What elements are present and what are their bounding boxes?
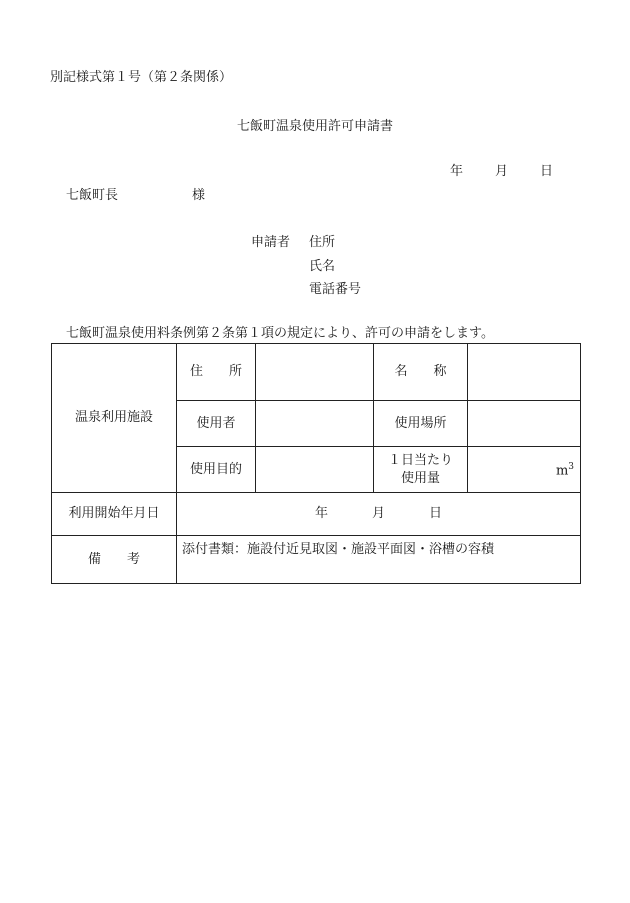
notes-label-text: 備 考 (87, 551, 140, 567)
form-reference: 別記様式第１号（第２条関係） (50, 70, 233, 85)
name-label-text: 名 称 (394, 364, 447, 379)
user-field[interactable] (256, 401, 374, 447)
table-row (52, 493, 581, 536)
notes-label (52, 536, 177, 584)
table-row (52, 344, 581, 401)
addressee (66, 184, 205, 203)
start-date-month: 月 (371, 506, 385, 521)
name-field[interactable] (468, 344, 581, 401)
address-label (177, 344, 256, 401)
address-field[interactable] (256, 344, 374, 401)
start-date-field[interactable] (177, 493, 581, 536)
addressee-name: 七飯町長 (66, 188, 119, 203)
daily-usage-line2: 使用量 (400, 470, 440, 486)
submission-date (450, 160, 553, 179)
daily-usage-label (374, 447, 468, 493)
start-date-label: 利用開始年月日 (52, 493, 177, 536)
address-label-text: 住 所 (189, 364, 242, 379)
unit-superscript: 3 (568, 462, 574, 473)
start-date-day: 日 (429, 506, 443, 521)
applicant-name-label: 氏名 (309, 259, 336, 274)
daily-usage-line1: １日当たり (387, 452, 453, 468)
daily-usage-field[interactable] (468, 447, 581, 493)
honorific: 様 (192, 188, 206, 203)
location-field[interactable] (468, 401, 581, 447)
date-month: 月 (495, 164, 509, 179)
user-label: 使用者 (177, 401, 256, 447)
applicant-phone-label: 電話番号 (309, 282, 362, 297)
purpose-field[interactable] (256, 447, 374, 493)
application-statement: 七飯町温泉使用料条例第２条第１項の規定により、許可の申請をします。 (66, 326, 494, 341)
start-date-year: 年 (314, 506, 328, 521)
facility-label: 温泉利用施設 (52, 344, 177, 493)
application-form-table (51, 343, 581, 584)
unit-label: m (555, 463, 569, 479)
date-year: 年 (450, 164, 464, 179)
table-row (52, 536, 581, 584)
purpose-label: 使用目的 (177, 447, 256, 493)
applicant-address-label: 住所 (309, 235, 336, 250)
notes-field[interactable]: 添付書類：施設付近見取図・施設平面図・浴槽の容積 (177, 536, 581, 584)
document-title: 七飯町温泉使用許可申請書 (236, 119, 393, 134)
location-label: 使用場所 (374, 401, 468, 447)
applicant-label: 申請者 (251, 235, 291, 250)
name-label (374, 344, 468, 401)
date-day: 日 (540, 164, 554, 179)
